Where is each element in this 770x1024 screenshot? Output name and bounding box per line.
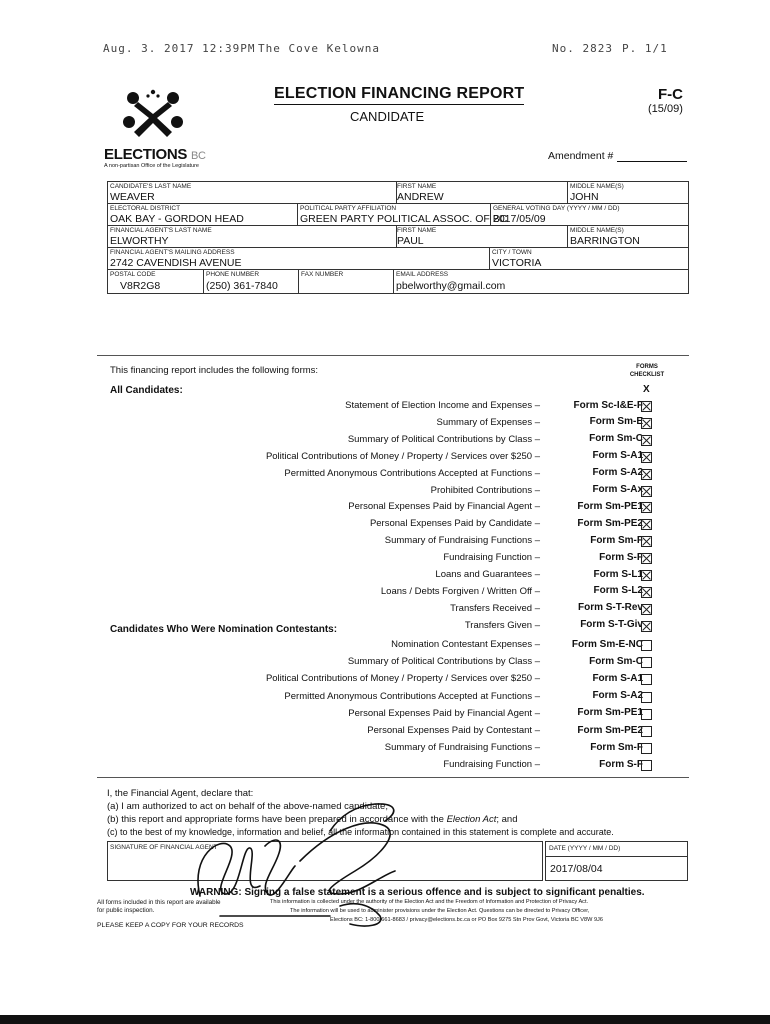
fax-number: No. 2823 [552, 42, 613, 55]
postal-code: V8R2G8 [120, 280, 161, 292]
form-code-label: Form S-A1 [592, 450, 643, 462]
form-description: Nomination Contestant Expenses – [391, 639, 540, 650]
form-description: Summary of Political Contributions by Class – [347, 656, 540, 668]
label-agent-first: FIRST NAME [397, 227, 437, 234]
form-description: Loans / Debts Forgiven / Written Off – [380, 585, 540, 597]
form-description: Summary of Expenses – [436, 416, 540, 428]
form-checkbox[interactable] [641, 692, 652, 703]
label-email: EMAIL ADDRESS [396, 271, 449, 278]
org-suffix: BC [191, 150, 206, 162]
form-code-label: Form Sm-F [590, 534, 643, 546]
label-city: CITY / TOWN [492, 249, 532, 256]
form-checkbox[interactable] [641, 674, 652, 685]
label-candidate-last: CANDIDATE'S LAST NAME [110, 183, 192, 190]
form-checkbox[interactable] [641, 726, 652, 737]
label-mailing: FINANCIAL AGENT'S MAILING ADDRESS [110, 249, 235, 256]
form-checkbox[interactable] [641, 401, 652, 412]
org-tagline: A non-partisan Office of the Legislature [104, 163, 199, 169]
form-description: Personal Expenses Paid by Candidate – [369, 518, 540, 530]
form-code-label: Form S-Ax [592, 484, 643, 495]
form-checkbox[interactable] [641, 604, 652, 615]
footer-left-3: PLEASE KEEP A COPY FOR YOUR RECORDS [97, 922, 244, 929]
form-description: Personal Expenses Paid by Financial Agent – [348, 707, 540, 719]
form-checkbox[interactable] [641, 519, 652, 530]
form-checkbox[interactable] [641, 621, 652, 632]
label-agent-last: FINANCIAL AGENT'S LAST NAME [110, 227, 212, 234]
agent-middle-name: BARRINGTON [570, 235, 640, 247]
form-code-label: Form Sm-F [590, 741, 643, 753]
report-subtitle: CANDIDATE [350, 109, 425, 124]
form-code: F-C [658, 86, 683, 103]
footer-left-1: All forms included in this report are available [97, 899, 221, 906]
form-checkbox[interactable] [641, 502, 652, 513]
form-checkbox[interactable] [641, 435, 652, 446]
declaration-b-pre: (b) this report and appropriate forms have been prepared in accordance with the [107, 814, 447, 825]
label-first-name: FIRST NAME [397, 183, 437, 190]
form-description: Loans and Guarantees – [435, 569, 540, 580]
candidate-info-grid [107, 181, 689, 294]
form-description: Permitted Anonymous Contributions Accepted at Functions – [284, 467, 540, 479]
report-title: ELECTION FINANCING REPORT [274, 85, 524, 105]
forms-checklist-header: FORMS CHECKLIST [629, 364, 665, 378]
amendment-line [617, 161, 687, 162]
form-description: Fundraising Function – [443, 552, 540, 564]
form-code-label: Form Sm-PE2 [577, 517, 643, 529]
footer-left-2: for public inspection. [97, 907, 155, 914]
amendment-label: Amendment # [548, 150, 614, 162]
form-code-label: Form Sm-E [589, 416, 643, 428]
all-candidates-heading: All Candidates: [110, 385, 183, 396]
form-description: Summary of Fundraising Functions – [384, 535, 540, 547]
label-phone: PHONE NUMBER [206, 271, 260, 278]
agent-last-name: ELWORTHY [110, 235, 169, 247]
form-code-label: Form S-T-Rev [577, 602, 643, 614]
form-code-label: Form S-A2 [592, 467, 643, 479]
general-voting-day: 2017/05/09 [493, 213, 546, 225]
form-description: Fundraising Function – [443, 759, 540, 771]
form-checkbox[interactable] [641, 760, 652, 771]
form-checkbox[interactable] [641, 657, 652, 668]
scan-bottom-edge [0, 1015, 770, 1024]
date-box [545, 841, 688, 881]
form-description: Transfers Received – [450, 602, 540, 614]
electoral-district: OAK BAY - GORDON HEAD [110, 213, 244, 225]
form-code-label: Form S-T-Giv [580, 619, 643, 631]
agent-first-name: PAUL [397, 235, 424, 247]
form-code-label: Form Sm-PE1 [577, 500, 643, 512]
declaration-b-act: Election Act [446, 814, 497, 825]
email-address: pbelworthy@gmail.com [396, 280, 506, 292]
candidate-first-name: ANDREW [397, 191, 444, 203]
form-checkbox[interactable] [641, 536, 652, 547]
form-checkbox[interactable] [641, 418, 652, 429]
form-description: Political Contributions of Money / Property / Services over $250 – [265, 673, 540, 685]
form-code-label: Form Sm-C [589, 433, 643, 445]
footer-right-1: This information is collected under the authority of the Election Act and the Freedom of Information and Protection of Privacy Act. [270, 899, 589, 905]
form-description: Summary of Fundraising Functions – [384, 742, 540, 754]
label-middle-name: MIDDLE NAME(S) [570, 183, 624, 190]
org-name-text: ELECTIONS [104, 146, 188, 163]
form-checkbox[interactable] [641, 743, 652, 754]
form-code-label: Form Sm-PE1 [577, 707, 643, 719]
date-label: DATE (YYYY / MM / DD) [549, 845, 621, 852]
form-code-label: Form S-L2 [593, 585, 643, 597]
signature-label: SIGNATURE OF FINANCIAL AGENT [110, 844, 218, 851]
form-code-label: Form S-A2 [592, 690, 643, 702]
form-checkbox[interactable] [641, 469, 652, 480]
label-agent-middle: MIDDLE NAME(S) [570, 227, 624, 234]
form-description: Summary of Political Contributions by Class – [347, 433, 540, 445]
org-name [104, 146, 206, 163]
elections-bc-logo [120, 84, 186, 146]
label-district: ELECTORAL DISTRICT [110, 205, 181, 212]
form-code-label: Form Sm-E-NC [571, 638, 643, 650]
form-description: Personal Expenses Paid by Contestant – [367, 725, 540, 736]
form-description: Statement of Election Income and Expenses – [345, 400, 540, 411]
declaration-intro: I, the Financial Agent, declare that: [107, 788, 254, 799]
form-description: Political Contributions of Money / Property / Services over $250 – [265, 450, 540, 462]
agent-mailing-address: 2742 CAVENDISH AVENUE [110, 257, 242, 269]
label-voting-day: GENERAL VOTING DAY (YYYY / MM / DD) [493, 205, 620, 212]
form-description: Prohibited Contributions – [430, 484, 540, 496]
phone-number: (250) 361-7840 [206, 280, 278, 292]
declaration-b-post: ; and [496, 814, 518, 825]
nomination-heading: Candidates Who Were Nomination Contestants: [110, 624, 338, 635]
warning-text: WARNING: Signing a false statement is a serious offence and is subject to significant penalties. [190, 887, 645, 898]
forms-intro: This financing report includes the following forms: [110, 365, 319, 376]
declaration-date: 2017/08/04 [550, 863, 603, 875]
form-description: Transfers Given – [464, 619, 540, 631]
form-checkbox[interactable] [641, 486, 652, 497]
form-code-label: Form Sm-PE2 [577, 724, 643, 736]
label-postal: POSTAL CODE [110, 271, 156, 278]
form-checkbox[interactable] [641, 709, 652, 720]
form-code-label: Form Sm-C [589, 655, 643, 667]
fax-company: The Cove Kelowna [258, 42, 380, 55]
fax-page: P. 1/1 [622, 42, 668, 55]
label-party: POLITICAL PARTY AFFILIATION [300, 205, 397, 212]
form-description: Personal Expenses Paid by Financial Agent – [348, 501, 540, 513]
form-checkbox[interactable] [641, 553, 652, 564]
label-fax: FAX NUMBER [301, 271, 344, 278]
form-code-label: Form S-A1 [592, 672, 643, 684]
party-affiliation: GREEN PARTY POLITICAL ASSOC. OF BC [300, 213, 508, 225]
footer-right-2: The information will be used to administer provisions under the Election Act. Questions can be directed to Privacy Officer, [290, 908, 590, 914]
form-code-label: Form S-F [599, 551, 643, 563]
form-checkbox[interactable] [641, 570, 652, 581]
form-description: Permitted Anonymous Contributions Accepted at Functions – [284, 690, 540, 702]
declaration-c: (c) to the best of my knowledge, information and belief, all the information contained in this statement is complete and accurate. [107, 827, 614, 837]
footer-right-3: Elections BC: 1-800-661-8683 / privacy@elections.bc.ca or PO Box 9275 Stn Prov Govt, Victoria BC V8W 9J6 [330, 917, 603, 923]
form-code-label: Form S-L1 [593, 568, 643, 580]
form-code-label: Form S-F [599, 758, 643, 770]
form-version: (15/09) [648, 103, 683, 115]
fax-timestamp: Aug. 3. 2017 12:39PM [103, 42, 256, 55]
form-code-label: Form Sc-I&E-F [573, 399, 643, 411]
declaration-a: (a) I am authorized to act on behalf of the above-named candidate; [107, 801, 388, 812]
checklist-mark: X [643, 384, 650, 395]
form-checkbox[interactable] [641, 640, 652, 651]
section-divider [97, 355, 689, 356]
form-checkbox[interactable] [641, 587, 652, 598]
candidate-last-name: WEAVER [110, 191, 155, 203]
form-checkbox[interactable] [641, 452, 652, 463]
candidate-middle-name: JOHN [570, 191, 599, 203]
agent-city: VICTORIA [492, 257, 542, 269]
